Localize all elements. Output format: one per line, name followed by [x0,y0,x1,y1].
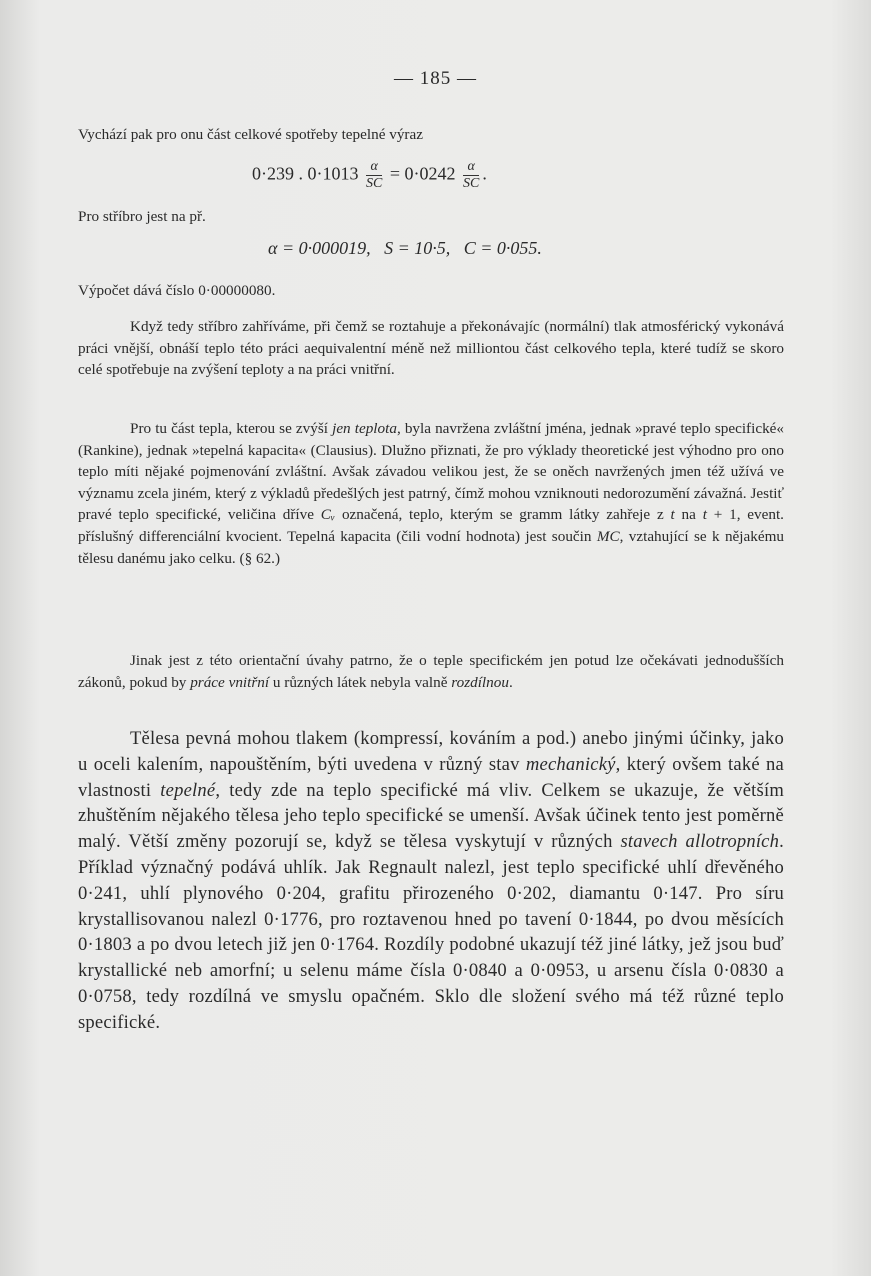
intro-text: Vychází pak pro onu část celkové spotřeby tepelné výraz [78,126,423,143]
fraction-2: $\frac{\alpha}{SC}$ [463,159,480,191]
paragraph-3 [78,650,784,693]
result-text: Výpočet dává číslo 0·00000080. [78,282,276,299]
paragraph-4-text: Tělesa pevná mohou tlakem (kompressí, kováním a pod.) anebo jinými účinky, jako u oceli kalením, napouštěním, býti uvedena v různý stav mechanický, který ovšem také na vlastnosti tepelné, tedy zde na teplo specifické má vliv. Celkem se ukazuje, že větším zhuštěním nějakého tělesa jeho teplo specifické se umenší. Avšak účinek tento jest poměrně malý. Větší změny pozorují se, když se tělesa vyskytují v různých stavech allotropních. Příklad význačný podává uhlík. Jak Regnault nalezl, jest teplo specifické uhlí dřevěného 0·241, uhlí plynového 0·204, grafitu přirozeného 0·202, diamantu 0·147. Pro síru krystallisovanou nalezl 0·1776, pro roztavenou hned po tavení 0·1844, po dvou měsících 0·1803 a po dvou letech již jen 0·1764. Rozdíly podobné ukazují též jiné látky, jež jsou buď krystallické neb amorfní; u selenu máme čísla 0·0840 a 0·0953, u arsenu čísla 0·0830 a 0·0758, tedy rozdílná ve smyslu opačném. Sklo dle složení svého má též různé teplo specifické. [78,728,784,1033]
paragraph-1-text: Když tedy stříbro zahříváme, při čemž se roztahuje a překonávajíc (normální) tlak atmosférický vykonává práci vnější, obnáší teplo této práci aequivalentní méně než milliontou část celkového tepla, které tudíž se skoro celé spotřebuje na zvýšení teploty a na práci vnitřní. [78,318,784,379]
formula-heat-fraction: 0·239 . 0·1013 $\frac{\alpha}{SC}$ = 0·0242 $\frac{\alpha}{SC}$ . [252,159,487,191]
silver-text: Pro stříbro jest na př. [78,208,206,225]
formula-eq: = 0·0242 [389,163,456,184]
intro-line [78,124,784,146]
paragraph-3-text: Jinak jest z této orientační úvahy patrno, že o teple specifickém jen potud lze očekávati jednodušších zákonů, pokud by práce vnitřní u různých látek nebyla valně rozdílnou. [78,652,784,691]
page-number: — 185 — [394,68,477,89]
paragraph-1 [78,316,784,381]
silver-line [78,206,784,228]
paragraph-2-text: Pro tu část tepla, kterou se zvýší jen teplota, byla navržena zvláštní jména, jednak »pravé teplo specifické« (Rankine), jednak »tepelná kapacita« (Clausius). Dlužno přiznati, že pro výklady theoretické jest výhodno pro ono teplo míti nějaké pojmenování zvláštní. Avšak závadou velikou jest, že se oněch navržených jmen též užívá ve významu zcela jiném, který z výkladů předešlých jest patrný, čímž mohou vzniknouti nedorozumění závažná. Jestiť pravé teplo specifické, veličina dříve Cᵥ označená, teplo, kterým se gramm látky zahřeje z t na t + 1, event. příslušný differenciální kvocient. Tepelná kapacita (čili vodní hodnota) jest součin MC, vztahující se k nějakému tělesu danému jako celku. (§ 62.) [78,420,784,567]
formula-lhs: 0·239 . 0·1013 [252,163,359,184]
fraction-1: $\frac{\alpha}{SC}$ [366,159,383,191]
paragraph-2 [78,418,784,569]
result-line [78,280,784,302]
formula-silver-values: α = 0·000019, S = 10·5, C = 0·055. [268,238,542,258]
paragraph-4 [78,726,784,1036]
